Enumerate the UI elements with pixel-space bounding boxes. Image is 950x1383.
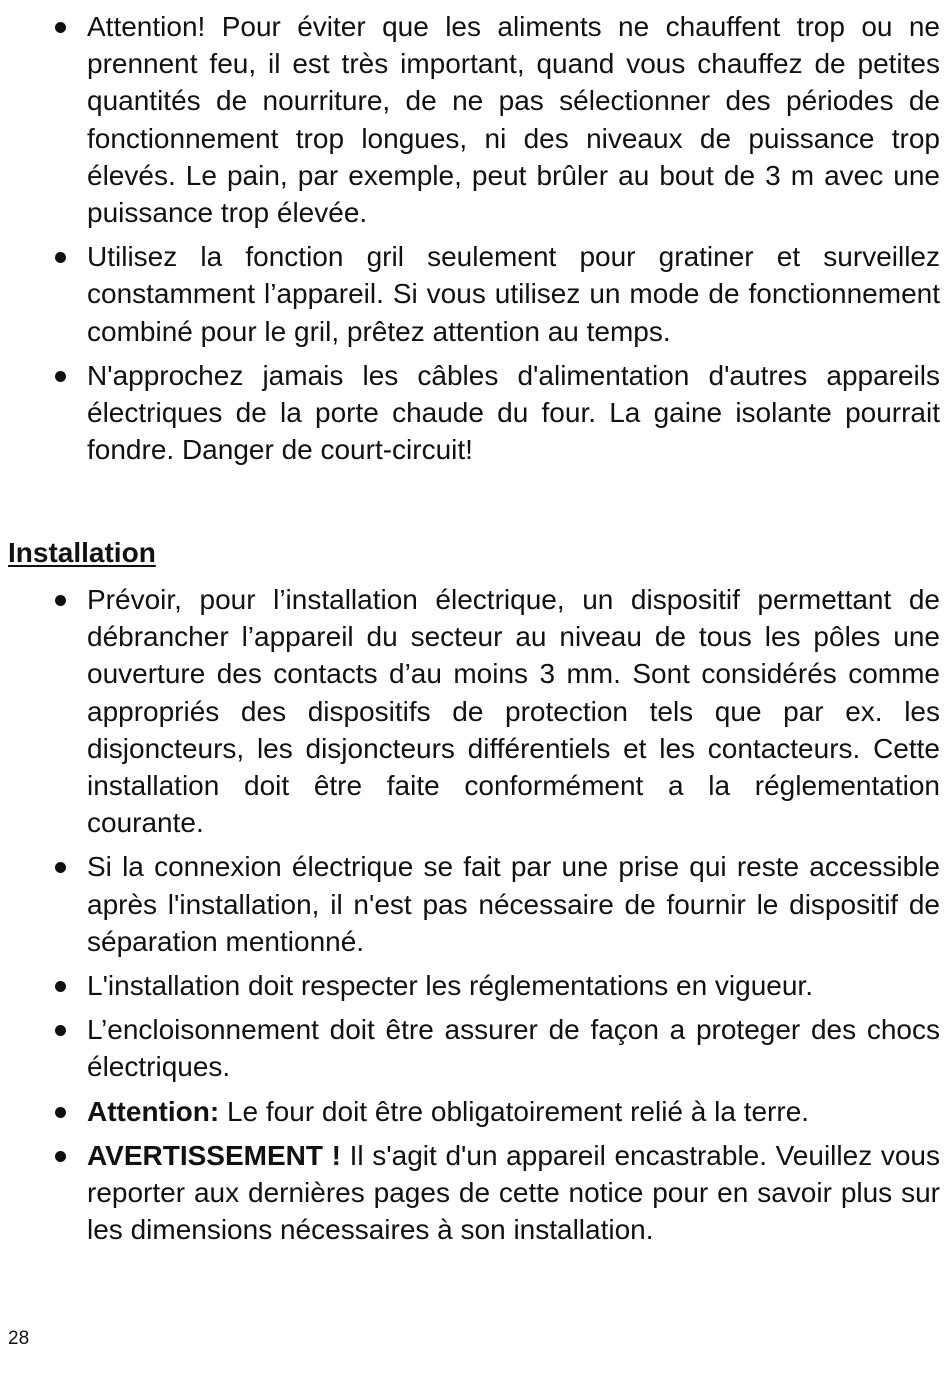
bullet-text: Utilisez la fonction gril seulement pour gratiner et surveillez constamment l’appareil. Si vous utilisez un mode de fonctionnement combiné pour le gril, prêtez attention au temps. — [87, 241, 940, 347]
warning-text: Il s'agit d'un appareil encastrable. Veuillez vous reporter aux dernières pages de cette notice pour en savoir plus sur les dimensions nécessaires à son installation. — [87, 1139, 940, 1246]
list-item — [0, 1011, 950, 1085]
installation-heading: Installation — [8, 537, 156, 568]
bullet-icon — [55, 595, 66, 606]
bullet-text: L’encloisonnement doit être assurer de façon a proteger des chocs électriques. — [87, 1014, 940, 1083]
bullet-text: Prévoir, pour l’installation électrique, un dispositif permettant de débrancher l’appareil du secteur au niveau de tous les pôles une ouverture des contacts d’au moins 3 mm. Sont considérés comme appropriés des dispositifs de protection tels que par ex. les disjoncteurs, les disjoncteurs différentiels et les contacteurs. Cette installation doit être faite conformément a la réglementation courante. — [87, 584, 940, 839]
attention-text: Le four doit être obligatoirement relié à la terre. — [219, 1095, 810, 1127]
bullet-icon — [55, 1151, 66, 1162]
bullet-icon — [55, 862, 66, 873]
bullet-icon — [55, 981, 66, 992]
list-item — [0, 357, 950, 469]
warning-label: AVERTISSEMENT ! — [87, 1139, 341, 1171]
bullet-icon — [55, 1107, 66, 1118]
bullet-text: N'approchez jamais les câbles d'alimentation d'autres appareils électriques de la porte chaude du four. La gaine isolante pourrait fondre. Danger de court-circuit! — [87, 359, 940, 466]
list-item — [0, 1137, 950, 1249]
bullet-icon — [55, 22, 66, 33]
list-item — [0, 8, 950, 231]
list-item — [0, 581, 950, 841]
bullet-icon — [55, 252, 66, 263]
list-item — [0, 848, 950, 960]
bullet-text: L'installation doit respecter les réglementations en vigueur. — [87, 970, 813, 1002]
list-item — [0, 1093, 950, 1130]
safety-bullet-list — [0, 8, 950, 475]
installation-bullet-list — [0, 581, 950, 1255]
bullet-icon — [55, 371, 66, 382]
bullet-text: Si la connexion électrique se fait par une prise qui reste accessible après l'installation, il n'est pas nécessaire de fournir le dispositif de séparation mentionné. — [87, 851, 940, 957]
page-number: 28 — [8, 1328, 30, 1349]
bullet-icon — [55, 1025, 66, 1036]
list-item — [0, 238, 950, 350]
list-item — [0, 967, 950, 1004]
bullet-text: Attention! Pour éviter que les aliments ne chauffent trop ou ne prennent feu, il est très important, quand vous chauffez de petites quantités de nourriture, de ne pas sélectionner des périodes de fonctionnement trop longues, ni des niveaux de puissance trop élevés. Le pain, par exemple, peut brûler au bout de 3 m avec une puissance trop élevée. — [87, 11, 940, 229]
attention-label: Attention: — [87, 1095, 220, 1127]
